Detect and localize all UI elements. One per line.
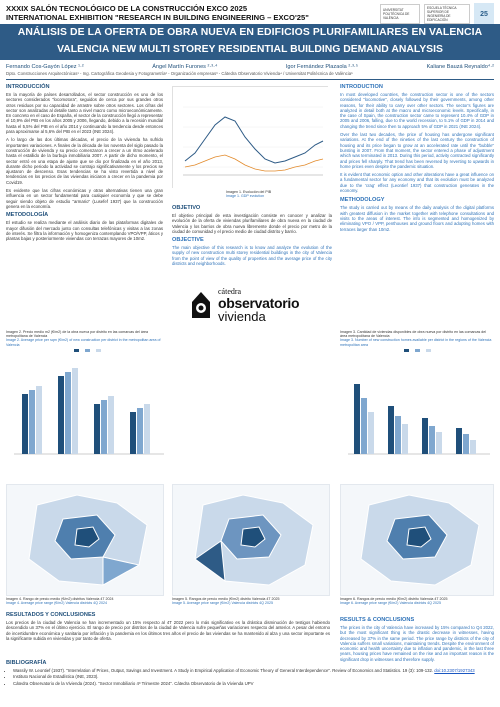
bar xyxy=(22,394,28,454)
etsie-logo xyxy=(424,4,470,24)
price-bars xyxy=(6,354,168,462)
observatorio-word: observatorio xyxy=(218,295,300,311)
legend-item xyxy=(426,349,431,352)
gdp-chart-svg xyxy=(173,87,329,189)
map-caption-3 xyxy=(340,597,494,605)
supply-chart-caption-es: Imagen 3. Cantidad de viviendas disponibles de obra nueva por distrito en las comarcas del área metropolitana de Valencia xyxy=(340,330,487,339)
supply-chart-legend xyxy=(340,349,494,352)
intro-es-p3: Es evidente que las cifras económicas y otras alternativas tienen una gran influencia en un sector fundamental para cualquier economía y que se debe seguir siendo objeto de estudio "armario" (Lusefef 1937) que la construcción genera en la economía. xyxy=(6,188,163,209)
event-subtitle: INTERNATIONAL EXHIBITION "RESEARCH IN BUILDING ENGINEERING – EXCO'25" xyxy=(6,13,309,22)
legend-item xyxy=(96,349,101,352)
district-map-1 xyxy=(6,484,164,596)
bar xyxy=(137,408,143,454)
bibliography-title: BIBLIOGRAFÍA xyxy=(6,660,47,666)
map-caption-2 xyxy=(172,597,332,605)
bar xyxy=(130,412,136,454)
bar xyxy=(456,428,462,454)
objective-en-title: OBJECTIVE xyxy=(172,237,204,244)
results-es-text: Los precios de la ciudad de Valencia se han incrementado un 15% respecto al 4T 2022 pero lo más significativo es la drástica disminución de testigos habiendo descendido un 37% en el último ejercicio. El rango de precio por distritos de la ciudad de Valencia sufre pequeñas variaciones respecto del anterior. A pesar del entorno de incertidumbre económica y sanitaria por inflación y la pandemia en los últimos tres años el precio de las viviendas se ha mantenido al alza y una sector importante es la significante subida en viviendas y por tanto de oferta. xyxy=(6,620,330,641)
affiliations: Dpto. Construcciones Arquitectónicas¹ - Ing. Cartográfica Geodesia y Fotogrametría² - Organización empresas³ - Cátedra Observatorio Vivienda⁴ / Universitat Politècnica de València⁵ xyxy=(6,71,353,76)
bar xyxy=(354,384,360,454)
image1-caption xyxy=(226,190,286,198)
bib-text: Wassily W. Leontief (1937). "Interrelation of Prices, Output, Savings and Investment. A Study in Empirical Application of Economic Theory of General Interdependence". Review of Economics and Statistics. 19 (3): 109-132. xyxy=(13,668,434,673)
exco-25-logo: 25 xyxy=(474,3,494,25)
bar xyxy=(108,396,114,454)
author: Igor Fernández Plazaola ²·³·⁵ xyxy=(285,64,359,70)
intro-en-p3: It is evident that economic option and other alterations have a great influence on a fundamental sector for any economy and that its evolution must be analyzed due to the 'crag' effect (Leontief 1937) that construction generates in the economy. xyxy=(340,172,494,194)
author: Ángel Martín Furones ²·³·⁴ xyxy=(152,64,218,70)
bar xyxy=(436,432,442,454)
divider xyxy=(6,79,494,80)
bar xyxy=(422,418,428,454)
event-header xyxy=(6,4,336,22)
bar xyxy=(101,400,107,454)
objective-en-text: The main objective of this research is to know and analyze the evolution of the supply of new construction multi storey residential buildings in the city of Valencia from the point of view of the quality of properties and the average price of the city districts and neighborhoods. xyxy=(172,245,332,267)
map-caption-2-en: Image 5. Average price range (€/m2) Valencia districts 4Q 2025 xyxy=(172,601,273,606)
bar xyxy=(429,426,435,454)
objective-column xyxy=(172,205,332,269)
legend-item xyxy=(404,349,409,352)
upv-logo-text: UNIVERSITAT POLITÈCNICA DE VALÈNCIA xyxy=(383,8,410,20)
gdp-chart xyxy=(172,86,328,188)
vivienda-word: vivienda xyxy=(218,309,266,324)
map-caption-1 xyxy=(6,597,166,605)
bar xyxy=(29,390,35,454)
catedra-word: cátedra xyxy=(218,287,242,296)
bar xyxy=(402,424,408,454)
intro-en-p2: Over the last two decades, the price of housing has undergone significant variations. At the end of the nineties of the last century the construction of housing and its price began to grow at an accelerated rate until the "bubble" bursting in 2007. From that moment, the sector entered a phase of adjustment which was terminated in 2013. During this period, activity contracted significantly and prices fell sharply. That trend has been reversed by reverting to upwards in home prices even despite the pandemic situation. xyxy=(340,132,494,169)
bar xyxy=(144,404,150,454)
catedra-observatorio-logo xyxy=(190,279,310,331)
bar xyxy=(470,440,476,454)
supply-chart-panel xyxy=(340,330,494,480)
bar xyxy=(368,412,374,454)
intro-es-column xyxy=(6,84,163,244)
intro-es-title: INTRODUCCIÓN xyxy=(6,84,50,90)
bar xyxy=(58,376,64,454)
district-map-3 xyxy=(340,484,494,596)
event-title: XXXIX SALÓN TECNOLÓGICO DE LA CONSTRUCCIÓN EXCO 2025 xyxy=(6,4,248,13)
intro-es-p2: A lo largo de las dos últimas décadas, el precio de la vivienda ha sufrido importantes variaciones. A finales de la década de los noventa del siglo pasado la construcción de vivienda y su precio comenzaron a crecer a un ritmo acelerado hasta el estallido de la burbuja inmobiliaria 2007. A partir de dicho momento, el sector entró en una etapa de ajuste que se dio por finalizada en el año 2013, durante dicho periodo la actividad se contrajo significativamente y los precios se ajustaron de descenso. Esas tendencias se ha visto revertida a nivel de tendencias en los precios de las viviendas iniciaron a crecer en la pandemia por Covid19. xyxy=(6,137,163,185)
bar xyxy=(361,398,367,454)
authors xyxy=(6,64,494,70)
title-es: ANÁLISIS DE LA OFERTA DE OBRA NUEVA EN EDIFICIOS PLURIFAMILIARES EN VALENCIA xyxy=(17,27,483,38)
bib-item xyxy=(13,668,494,673)
supply-chart-caption-en: Image 3. Number of new construction homes available per district in the regions of the Valencia metropolitan area xyxy=(340,338,492,347)
method-en-title: METHODOLOGY xyxy=(340,197,385,204)
doi-link[interactable]: doi:10.2307/1927343 xyxy=(434,668,475,673)
legend-item xyxy=(74,349,79,352)
results-en-column xyxy=(340,617,494,665)
etsie-logo-text: ESCUELA TÉCNICA SUPERIOR DE INGENIERÍA DE EDIFICACIÓN xyxy=(427,6,457,22)
intro-en-p1: In most developed countries, the construction sector is one of the sectors considered "locomotive", closely followed by their governments, among other reasons, for their ability to carry over other sectors. The sector's figures are analyzed in detail both at the macro and microeconomic levels. Specifically, in the case of Spain, the construction sector came to represent 10.4% of GDP in 2005 and 2006, falling, due to the world recession, to 5.1% of GDP in 2014 and changing the trend since then to approach 5% of GDP in 2021 (INE 2024). xyxy=(340,92,494,129)
intro-en-column xyxy=(340,84,494,235)
author: Kaliane Bauzá Reynaldo⁴·² xyxy=(426,64,494,70)
image1-caption-es: Imagen 1. Evolución del PIB xyxy=(226,190,272,194)
logos xyxy=(380,3,494,25)
map-caption-1-es: Imagen 4. Rango de precio medio (€/m2) distritos Valencia 4T 2024 xyxy=(6,597,114,601)
supply-bars xyxy=(340,354,494,462)
bibliography-list xyxy=(6,668,494,686)
bar xyxy=(36,386,42,454)
map-caption-3-es: Imagen 6. Rangos de precio medio (€/m2) distrito Valencia 4T 2025 xyxy=(340,597,448,601)
map-caption-1-en: Image 4. Average price range (€/m2) Valencia districts 4Q 2024 xyxy=(6,601,107,606)
results-es-column xyxy=(6,612,330,644)
intro-es-p1: En la mayoría de países desarrollados, el sector construcción es uno de los sectores considerados "locomotora", seguidos de cerca por sus grandes otros otros residuos por su capacidad de arrastre sobre otros sectores. Los cifras del sector son analizadas al detalle tanto a nivel macro como microeconómicamente. En concreto en el caso de España, el sector de la construcción llegó a representar el 10,9% del PIB en los años 2005 y 2006, llegando, debido a la recesión mundial hasta el 5,5% del PIB en el año 2014 y continuando la tendencia desde entonces para aproximarse al 5,6% del PIB en el 2023 (INE 2024). xyxy=(6,92,163,135)
intro-en-title: INTRODUCTION xyxy=(340,84,383,90)
house-icon xyxy=(190,290,212,320)
image1-caption-en: Image 1. GDP evolution xyxy=(226,194,265,199)
bar xyxy=(388,406,394,454)
results-es-title: RESULTADOS Y CONCLUSIONES xyxy=(6,612,96,618)
method-es-title: METODOLOGÍA xyxy=(6,212,49,219)
district-map-2 xyxy=(172,484,330,596)
price-chart-caption-en: Image 2. Average price per sqm (€/m2) of new construction per district in the metropolitan area of Valencia xyxy=(6,338,161,347)
price-chart-legend xyxy=(6,349,168,352)
results-en-title: RESULTS & CONCLUSIONS xyxy=(340,617,415,623)
objective-es-text: El objetivo principal de esta investigación consiste en conocer y analizar la evolución de la oferta de viviendas plurifamiliares de obra nueva en la ciudad de Valencia y los barrios de obra nueva libremente donde el precio por metro de la ciudad de comunidad y el precio medio de ciudad distrito y barrio. xyxy=(172,213,332,234)
bar xyxy=(94,404,100,454)
bar xyxy=(65,372,71,454)
legend-item xyxy=(415,349,420,352)
bar xyxy=(463,434,469,454)
bibliography xyxy=(6,660,494,687)
price-chart-panel xyxy=(6,330,168,480)
title-en: VALENCIA NEW MULTI STOREY RESIDENTIAL BUILDING DEMAND ANALYSIS xyxy=(57,44,443,55)
method-en-text: The study is carried out by means of the daily analysis of the digital platforms with greatest diffusion in the market together with telephone consultations and visits to the areas of interest. The info is segmented and homogenized by eliminating VPO / VPP, penthouses and ground floors and adopting homes with terraces larger than 10m2. xyxy=(340,205,494,232)
map-caption-2-es: Imagen 5. Rangos de precio medio (€/m2) distrito Valencia 4T 2025 xyxy=(172,597,280,601)
title-band xyxy=(0,24,500,60)
price-chart-caption-es: Imagen 2. Precio medio m2 (€/m2) de la obra nueva por distrito en las comarcas del área metropolitana de Valencia xyxy=(6,330,149,339)
upv-logo xyxy=(380,4,420,24)
catedra-text xyxy=(218,287,299,323)
map-caption-3-en: Image 6. Average price range (€/m2) Valencia districts 4Q 2025 xyxy=(340,601,441,606)
bib-item: • Cátedra Observatorio de la Vivienda (2024). "Sector Inmobiliario 4º Trimestre 2024". Cátedra Observatorio de la Vivienda UPV xyxy=(13,681,494,686)
legend-item xyxy=(85,349,90,352)
method-es-text: El estudio se realiza mediante el análisis diario de las plataformas digitales de mayor difusión del mercado junto con consultas telefónicas y visitas a las zonas de interés. Se filtra la información y homogeniza contemplando VPO/VPP, áticos y plantas bajas y posteriormente viviendas con terrazas mayores de 10m2. xyxy=(6,220,163,242)
results-en-text: The prices in the city of Valencia have increased by 15% compared to Q4 2022, but the most significant thing is the drastic decrease in witnesses, having decreased by 37% in the same period. The price range by districts of the city of Valencia suffers small variations, maintaining trends. Despite the environment of economic and health uncertainty due to inflation and pandemic, in the last three years, housing prices have remained on the rise and an important reason is the significant drop in witnesses and therefore supply. xyxy=(340,625,494,662)
objective-es-title: OBJETIVO xyxy=(172,205,201,211)
author: Fernando Cos-Gayón López ¹·² xyxy=(6,64,84,70)
bar xyxy=(72,368,78,454)
bib-item: • Instituto Nacional de Estadística (INE, 2023). xyxy=(13,674,494,679)
bar xyxy=(395,416,401,454)
